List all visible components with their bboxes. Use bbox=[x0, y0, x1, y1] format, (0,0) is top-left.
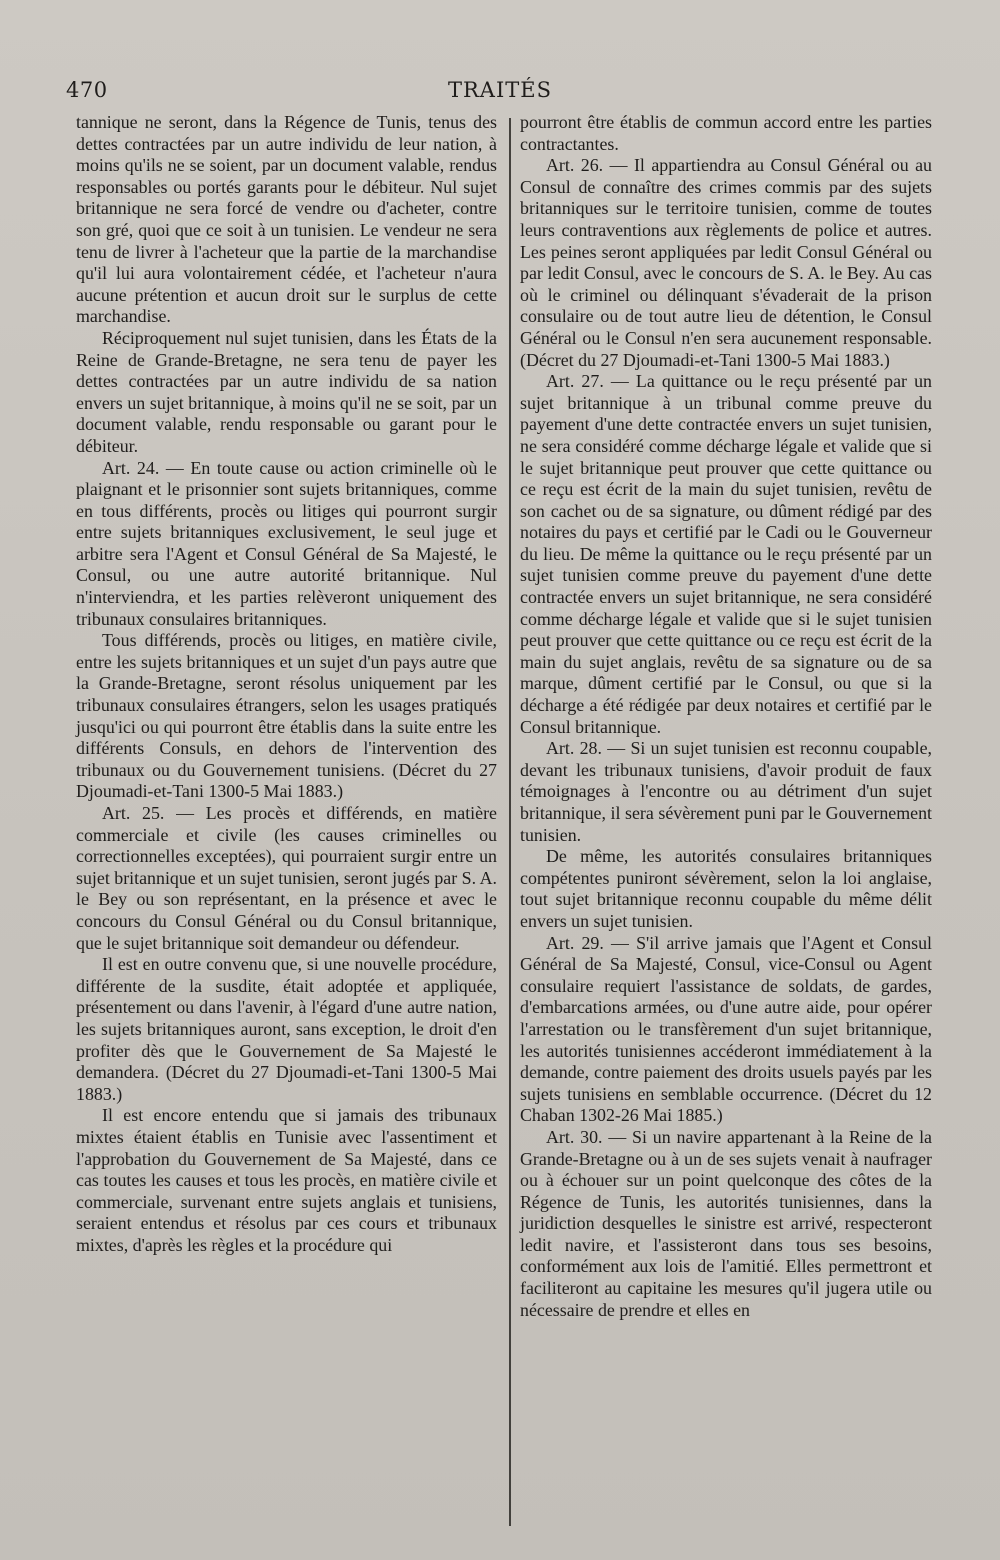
left-text-column bbox=[76, 112, 497, 1256]
page-number: 470 bbox=[66, 78, 108, 102]
paragraph: tannique ne seront, dans la Régence de Tunis, tenus des dettes contractées par un autre individu de leur nation, à moins qu'ils ne se soient, par un document valable, rendus responsables ou portés garants pour le débiteur. Nul sujet britannique ne sera forcé de vendre ou d'acheter, contre son gré, quoi que ce soit à un tunisien. Le vendeur ne sera tenu de livrer à l'acheteur que la partie de la marchandise qu'il lui aura volontairement cédée, et l'acheteur n'aura aucune prétention et aucun droit sur le surplus de cette marchandise. bbox=[76, 112, 497, 327]
paragraph: Il est encore entendu que si jamais des tribunaux mixtes étaient établis en Tunisie avec l'assentiment et l'approbation du Gouvernement de Sa Majesté, dans ce cas toutes les causes et tous les procès, en matière civile et commerciale, survenant entre sujets anglais et tunisiens, seraient entendus et résolus par ces cours et tribunaux mixtes, d'après les règles et la procédure qui bbox=[76, 1105, 497, 1255]
right-text-column bbox=[520, 112, 932, 1321]
running-title: TRAITÉS bbox=[447, 78, 552, 102]
paragraph: Art. 29. — S'il arrive jamais que l'Agent et Consul Général de Sa Majesté, Consul, vice-Consul ou Agent consulaire requiert l'assistance de soldats, de gardes, d'embarcations armées, ou d'une autre aide, pour opérer l'arrestation ou le transfèrement d'un sujet britannique, les autorités tunisiennes accéderont immédiatement à la demande, contre paiement des droits usuels payés par les sujets tunisiens en semblable occurrence. (Décret du 12 Chaban 1302-26 Mai 1885.) bbox=[520, 932, 932, 1126]
paragraph: Il est en outre convenu que, si une nouvelle procédure, différente de la susdite, était adoptée et appliquée, présentement ou dans l'avenir, à l'égard d'une autre nation, les sujets britanniques auront, sans exception, le droit d'en profiter dès que le Gouvernement de Sa Majesté le demandera. (Décret du 27 Djoumadi-et-Tani 1300-5 Mai 1883.) bbox=[76, 954, 497, 1104]
paragraph: Art. 28. — Si un sujet tunisien est reconnu coupable, devant les tribunaux tunisiens, d'avoir produit de faux témoignages à l'encontre ou au détriment d'un sujet britannique, il sera sévèrement puni par le Gouvernement tunisien. bbox=[520, 738, 932, 845]
paragraph: Tous différends, procès ou litiges, en matière civile, entre les sujets britanniques et un sujet d'un pays autre que la Grande-Bretagne, seront résolus uniquement par les tribunaux consulaires étrangers, selon les usages pratiqués jusqu'ici ou qui pourront être établis dans la suite entre les différents Consuls, en dehors de l'intervention des tribunaux ou du Gouvernement tunisiens. (Décret du 27 Djoumadi-et-Tani 1300-5 Mai 1883.) bbox=[76, 630, 497, 802]
paragraph: Art. 26. — Il appartiendra au Consul Général ou au Consul de connaître des crimes commis par des sujets britanniques sur le territoire tunisien, comme de toutes leurs contraventions aux règlements de police et autres. Les peines seront appliquées par ledit Consul Général ou par ledit Consul, avec le concours de S. A. le Bey. Au cas où le criminel ou délinquant s'évaderait de la prison consulaire ou de tout autre lieu de détention, le Consul Général ou le Consul n'en sera aucunement responsable. (Décret du 27 Djoumadi-et-Tani 1300-5 Mai 1883.) bbox=[520, 155, 932, 370]
paragraph: Réciproquement nul sujet tunisien, dans les États de la Reine de Grande-Bretagne, ne sera tenu de payer les dettes contractées par un autre individu de sa nation envers un sujet britannique, à moins qu'il ne se soit, par un document valable, rendu responsable ou garant pour le débiteur. bbox=[76, 327, 497, 456]
column-divider bbox=[509, 118, 511, 1526]
paragraph: Art. 30. — Si un navire appartenant à la Reine de la Grande-Bretagne ou à un de ses sujets venait à naufrager ou à échouer sur un point quelconque des côtes de la Régence de Tunis, les autorités tunisiennes, dans la juridiction desquelles le sinistre est arrivé, respecteront ledit navire, et l'assisteront dans tous ses besoins, conformément aux lois de l'amitié. Elles permettront et faciliteront au capitaine les mesures qu'il jugera utile ou nécessaire de prendre et elles en bbox=[520, 1126, 932, 1320]
paragraph: Art. 27. — La quittance ou le reçu présenté par un sujet britannique à un tribunal comme preuve du payement d'une dette contractée envers un sujet tunisien, ne sera considéré comme décharge légale et valide que si le sujet britannique peut prouver que cette quittance ou ce reçu est écrit de la main du sujet tunisien, revêtu de son cachet ou de sa signature, ou dûment rédigé par des notaires du pays et certifié par le Cadi ou le Gouverneur du lieu. De même la quittance ou le reçu présenté par un sujet tunisien comme preuve du payement d'une dette contractée envers un sujet britannique, ne sera considéré comme décharge légale et valide que si le sujet tunisien peut prouver que cette quittance ou ce reçu est écrit de la main du sujet anglais, revêtu de sa signature ou de sa marque, dûment certifié par le Consul, ou que si la décharge a été rédigée par deux notaires et certifié par le Consul britannique. bbox=[520, 371, 932, 737]
paragraph: pourront être établis de commun accord entre les parties contractantes. bbox=[520, 112, 932, 154]
paragraph: Art. 25. — Les procès et différends, en matière commerciale et civile (les causes criminelles ou correctionnelles exceptées), qui pourraient surgir entre un sujet britannique et un sujet tunisien, seront jugés par S. A. le Bey ou son représentant, en la présence et avec le concours du Consul Général ou du Consul britannique, que le sujet britannique soit demandeur ou défendeur. bbox=[76, 803, 497, 953]
page-header bbox=[66, 78, 934, 112]
paragraph: De même, les autorités consulaires britanniques compétentes puniront sévèrement, selon la loi anglaise, tout sujet britannique reconnu coupable du même délit envers un sujet tunisien. bbox=[520, 846, 932, 931]
paragraph: Art. 24. — En toute cause ou action criminelle où le plaignant et le prisonnier sont sujets britanniques, comme en tous différents, procès ou litiges qui pourront surgir entre sujets britanniques exclusivement, le seul juge et arbitre sera l'Agent et Consul Général de Sa Majesté, le Consul, ou une autre autorité britannique. Nul n'interviendra, et les parties relèveront uniquement des tribunaux consulaires britanniques. bbox=[76, 457, 497, 629]
